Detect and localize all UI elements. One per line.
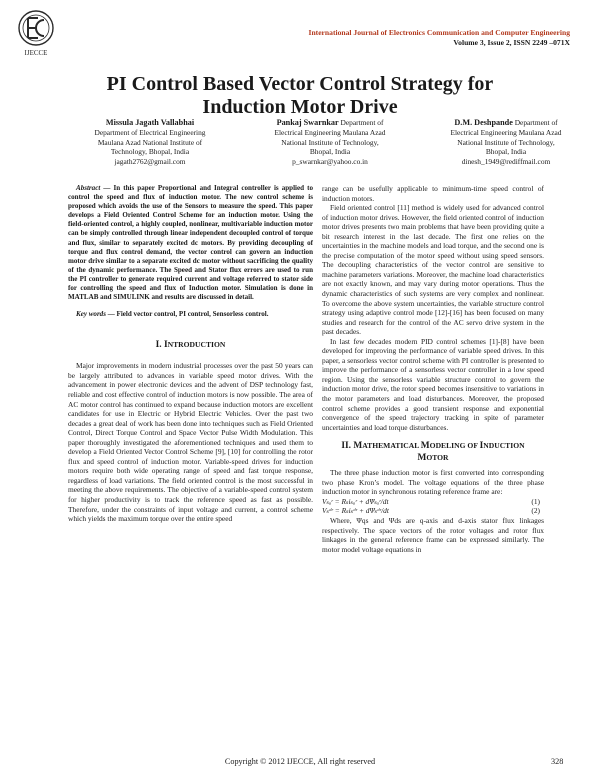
author-name: Pankaj Swarnkar <box>276 118 339 127</box>
author-inst: National Institute of Technology, <box>457 137 555 147</box>
equation-1-number: (1) <box>531 496 540 506</box>
equation-2-expression: Vₛᵈʳ = Rₛiₛᵈʳ + dΨₛᵈʳ/dt <box>322 506 389 516</box>
left-column <box>68 184 313 524</box>
title-line-1: PI Control Based Vector Control Strategy for <box>106 73 494 95</box>
intro-paragraph-1-continued: range can be usefully applicable to minimum-time speed control of induction motors. <box>322 184 544 203</box>
author-dept: Electrical Engineering Maulana Azad <box>274 127 386 137</box>
author-name: D.M. Deshpande <box>454 118 513 127</box>
author-block-3 <box>418 118 594 167</box>
author-inst: Technology, Bhopal, India <box>110 147 190 157</box>
paper-title <box>0 73 600 119</box>
intro-paragraph-2: Field oriented control [11] method is widely used for advanced control of induction motor drives. However, the field oriented control of induction motor drives presents two main problems that have been providing quite a bit research interest in the last decade. The first one relies on the uncertainties in the machine models and load torque, and the second one is the precise computation of the motor speed without using speed sensors. The decoupling characteristics of the vector control are sensitive to machine parameters variations. Moreover, the machine load characteristics are not exactly known, and may vary during motor operations. Thus the dynamic characteristics of such systems are very complex and nonlinear. To overcome the above system uncertainties, the variable structure control strategy using adaptive control mode [12]-[16] has been focused on many studies and research for the control of the AC servo drive system in the past decades. <box>322 203 544 337</box>
section-heading-math-modeling: II. MATHEMATICAL MODELING OF INDUCTION MOTOR <box>341 441 525 464</box>
logo-text: IJECCE <box>24 49 48 57</box>
author-inst: Bhopal, India <box>309 147 351 157</box>
author-dept-prefix: Department of <box>340 118 384 127</box>
keywords-text: Field vector control, PI control, Sensorless control. <box>116 310 269 319</box>
journal-logo <box>14 8 58 58</box>
equation-2 <box>322 506 544 516</box>
author-email: jagath2762@gmail.com <box>114 157 186 167</box>
section-heading-introduction: I. INTRODUCTION <box>155 340 226 351</box>
author-email: p_swarnkar@yahoo.co.in <box>292 157 368 167</box>
intro-paragraph-3: In last few decades modern PID control schemes [1]-[8] have been developed for improving the performance of variable speed drives. In this paper, a sensorless vector control scheme with PI controller is presented to improve the performance of a sensorless vector controller in a low speed region. Using the sensorless variable structure control to govern the induction motor drive, the rotor speed becomes insensitive to variations in the motor parameters and load disturbances. Moreover, the proposed control scheme provides a good transient response and exponential convergence of the speed trajectory tracking in spite of parameter uncertainties and load torque disturbances. <box>322 336 544 432</box>
author-inst: Maulana Azad National Institute of <box>97 137 203 147</box>
abstract-text: In this paper Proportional and Integral controller is applied to control the speed and flux of induction motor. The new control scheme is proposed which avoids the use of the Sensors to measure the speed. This paper develops a Field Oriented Control Scheme for an induction motor. Using the field-oriented control, a highly coupled, nonlinear, multivariable induction motor can be simply controlled through linear independent decoupled control of torque and flux, similar to separately excited dc motors. By providing decoupling of torque and flux control demand, the vector control can govern an induction motor drive similar to a separate excited dc motor without sacrificing the quality of the dynamic performance. The Speed and Stator flux errors are used to run the PI controller to generate required current and voltage referred to stator side for controlling the speed and flux of Induction motor. Simulation is done in MATLAB and SIMULINK and results are discussed in detail. <box>68 184 313 302</box>
author-inst: National Institute of Technology, <box>281 137 379 147</box>
author-email: dinesh_1949@rediffmail.com <box>461 157 551 167</box>
journal-meta: Volume 3, Issue 2, ISSN 2249 –071X <box>453 37 570 47</box>
math-paragraph-2: Where, Ψqs and Ψds are q-axis and d-axis stator flux linkages respectively. The space vectors of the rotor voltages and rotor flux linkages in the general reference frame can be expressed similarly. The motor model voltage equations in <box>322 515 544 554</box>
keywords <box>68 310 313 319</box>
author-inst: Bhopal, India <box>485 147 527 157</box>
title-line-2: Induction Motor Drive <box>202 96 398 118</box>
page-number: 328 <box>551 757 564 766</box>
equation-1 <box>322 497 544 507</box>
journal-header <box>308 28 570 47</box>
author-block-2 <box>237 118 423 167</box>
author-dept: Electrical Engineering Maulana Azad <box>450 127 562 137</box>
abstract <box>68 184 313 302</box>
equation-1-expression: Vₛₐʳ = Rₛiₛₐʳ + dΨₛₐʳ/dt <box>322 496 389 506</box>
equation-2-number: (2) <box>531 506 540 516</box>
keywords-lead: Key words — <box>76 310 115 319</box>
author-dept: Department of Electrical Engineering <box>94 127 206 137</box>
author-dept-prefix: Department of <box>514 118 558 127</box>
right-column <box>322 184 544 554</box>
author-name: Missula Jagath Vallabhai <box>105 118 195 127</box>
journal-name: International Journal of Electronics Communication and Computer Engineering <box>308 28 570 37</box>
math-paragraph-1: The three phase induction motor is first converted into corresponding two phase Kron’s model. The voltage equations of the three phase induction motor in synchronous rotating reference frame are: <box>322 468 544 497</box>
footer-copyright: Copyright © 2012 IJECCE, All right reserved <box>224 757 376 766</box>
abstract-lead: Abstract — <box>76 184 111 192</box>
intro-paragraph-1: Major improvements in modern industrial processes over the past 50 years can be largely attributed to advances in variable speed motor drives. With the advancement in power electronic devices and the advent of DSP technology fast, reliable and cost effective control of induction motors is now possible. The area of AC motor control has continued to expand because induction motors are excellent candidates for use in Electric or Hybrid Electric Vehicles. Over the past two decades a great deal of work has been done into techniques such as Field Oriented Control, Direct Torque Control and Space Vector Pulse Width Modulation. This paper thoroughly investigated the aforementioned techniques and used them to develop a Field Oriented Vector Control Scheme [9], [10] for controlling the rotor flux and speed control of induction motor. Variable-speed drives for induction motors require both wide operating range of speed and fast torque response, regardless of load variations. The field oriented control is the most successful in meeting the above requirements. The objective of a variable-speed control system for higher productivity is to track the reference speed as fast as possible. Therefore, under the constraints of input voltage and current, a control scheme which yields the maximum torque over the entire speed <box>68 361 313 524</box>
author-block-1 <box>60 118 240 167</box>
